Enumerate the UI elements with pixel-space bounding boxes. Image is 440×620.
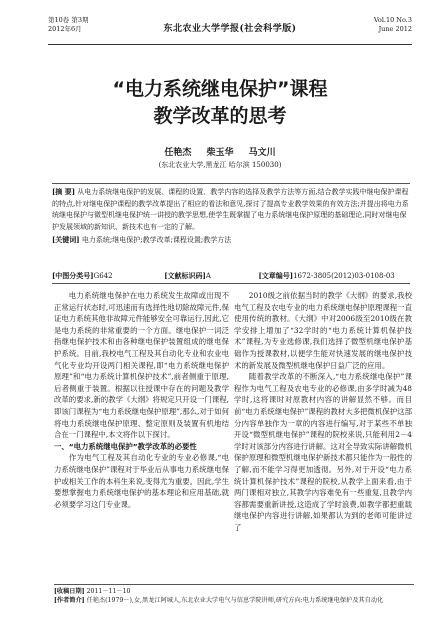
journal-name: 东北农业大学学报(社会科学版) xyxy=(163,24,297,34)
keywords-label: [关键词] xyxy=(52,235,80,244)
section-heading: 一、“电力系统继电保护”教学改革的必要性 xyxy=(54,441,197,451)
paper-title xyxy=(0,76,440,130)
author-bio-text: 任艳杰(1979－),女,黑龙江阿城人,东北农业大学电气与信息学院讲师,研究方向:电力系统继电保护及其自动化 xyxy=(86,597,384,604)
abstract xyxy=(52,186,410,233)
title-line-2: 教学改革的思考 xyxy=(153,105,287,127)
received-date xyxy=(54,587,414,596)
body-column-left xyxy=(54,290,229,510)
volume-issue-en: Vol.10 No.3 xyxy=(373,16,412,24)
article-number-value: 1672-3805(2012)03-0108-03 xyxy=(293,272,395,280)
received-label: [收稿日期] xyxy=(54,588,85,595)
header-right xyxy=(374,16,412,34)
issue-date-en: June 2012 xyxy=(378,25,412,33)
classification-row xyxy=(52,271,410,284)
author-bio xyxy=(54,596,414,605)
keywords-text: 电力系统;继电保护;教学改革;课程设置;教学方法 xyxy=(81,236,232,244)
abstract-text: 从电力系统继电保护的发展、课程的设置、教学内容的选择及教学方法等方面,结合教学实践中继电保护课程的特点,针对继电保护课程的教学改革提出了相应的看法和意见,探讨了提高专业教学效果的有效方法;并提出将电力系统继电保护与微型机继电保护统一讲授的教学思想,使学生既掌握了电力系统继电保护原理的基础理论,同时对继电保护发展领域的新知识、新技术也有一定的了解。 xyxy=(52,188,409,231)
paragraph: 2010级之前依据当时的教学《大纲》的要求,我校电气工程及农电专业的电力系统继电保护原理课程一直使用传统的教材。《大纲》中对2006级至2010级在教学安排上增加了“32学时的“电力系统计算机保护技术”课程,为专业选修课,我们选择了微型机继电保护基础作为授课教材,以便学生能对快速发展的继电保护技术的新发展及微型机继电保护日益广泛的应用。 xyxy=(234,291,412,370)
issue-date: 2012年6月 xyxy=(48,25,82,33)
title-line-1: “电力系统继电保护”课程 xyxy=(112,78,328,100)
paragraph: 作为电气工程及其自动化专业的专业必修课,“电力系统继电保护”课程对于毕业后从事电力系统继电保护或相关工作的本科生来说,变得尤为重要。因此,学生要想掌握电力系统继电保护的基本理论和应用基础,就必须要学习这门专业课。 xyxy=(54,453,229,509)
keywords xyxy=(52,234,410,247)
running-header xyxy=(48,14,412,45)
author-list: 任艳杰 柴玉华 马文川 xyxy=(164,148,276,158)
abstract-label: [摘 要] xyxy=(52,187,76,196)
abstract-top-rule xyxy=(52,183,410,184)
author-bio-label: [作者简介] xyxy=(54,597,85,604)
abstract-block xyxy=(52,186,410,247)
paragraph: 随着教学改革的不断深入,“电力系统继电保护”课程作为电气工程及农电专业的必修课,由多学时减为48学时,这将课时对原教材内容的讲解显然不够。而目前“电力系统继电保护”课程的教材大多把微机保护这部分内容单独作为一章的内容进行编写,对于某些不单独开设“微型机继电保护”课程的院校来说,只能利用2－4学时对该部分内容进行讲解。这对全导致实际讲解微机保护原理和微型机继电保护新技术都只能作为一般性的了解,而不能学习得更加透彻。另外,对于开设“电力系统计算机保护技术”课程的院校,从教学上面来看,由于两门课相对独立,其教学内容难免有一些重复,且教学内容都需要重新讲授,这造成了学时浪费,如教学都把重载继电保护内容进行讲解,如果都认为到的老师可能讲过了 xyxy=(234,372,412,532)
doc-code-label: [文献标识码] xyxy=(164,271,206,280)
affiliation: (东北农业大学,黑龙江 哈尔滨 150030) xyxy=(158,161,282,169)
footnote xyxy=(54,584,414,605)
clc-value: G642 xyxy=(93,272,113,280)
body-column-right xyxy=(234,290,412,533)
received-value: 2011－11－10 xyxy=(86,588,131,595)
doc-code-field xyxy=(164,271,256,281)
clc-field xyxy=(52,271,162,281)
article-number-label: [文章编号] xyxy=(258,271,294,280)
article-number-field xyxy=(258,271,394,281)
doc-code-value: A xyxy=(205,272,211,280)
volume-issue: 第10卷 第3期 xyxy=(48,16,89,24)
clc-label: [中图分类号] xyxy=(52,271,94,280)
paragraph: 电力系统继电保护在电力系统发生故障或出现不正常运行状态时,可迅速而有选择性地切除故障元件,保证电力系统其他非故障元件能够安全可靠运行,因此,它是电力系统的非常重要的一个方面。继电保护一词泛指继电保护技术和由各种继电保护装置组成的继电保护系统。目前,我校电气工程及其自动化专业和农业电气化专业均开设两门相关课程,即“电力系统继电保护原理”和“电力系统计算机保护技术”,前者侧重于原理,后者侧重于装置。根据以往授课中存在的问题及教学改革的要求,新的教学《大纲》将规定只开设一门课程,即该门课程为“电力系统继电保护原理”,那么,对于如何将电力系统继电保护原理、整定原则及装置有机地结合在一门课程中,本文将作以下探讨。 xyxy=(54,291,229,440)
